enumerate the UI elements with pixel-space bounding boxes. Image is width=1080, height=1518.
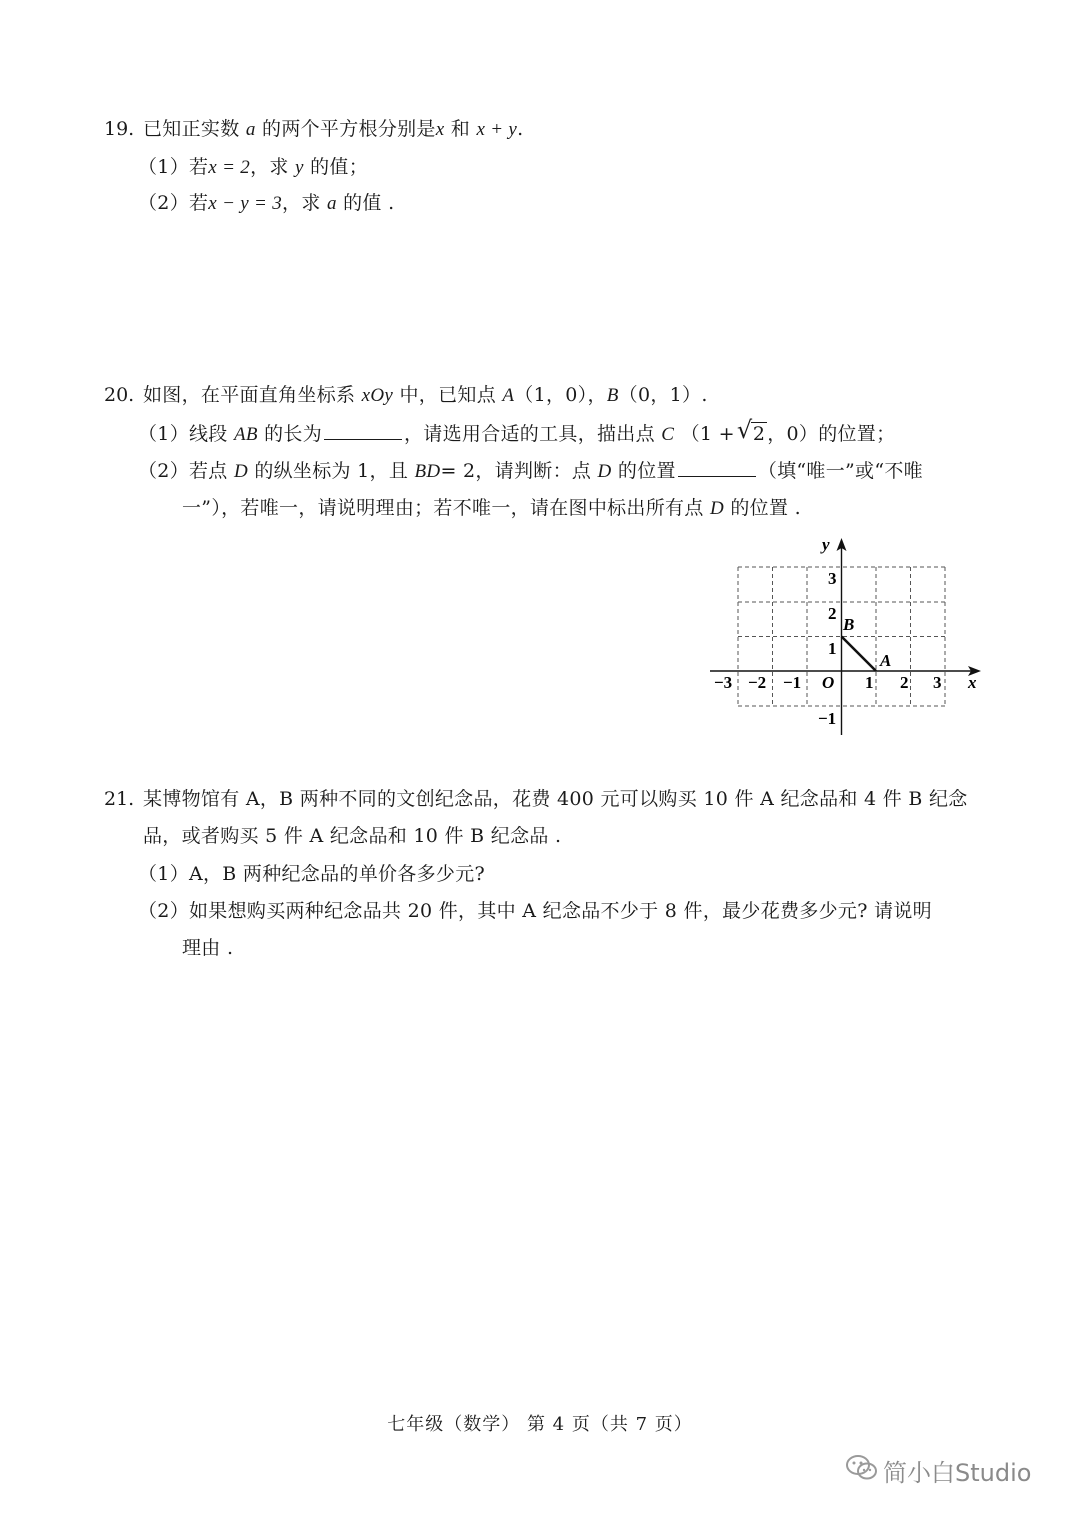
q21-number: 21. [104,788,135,810]
radical-sign: √ [736,416,753,444]
x-tick-3: 3 [933,673,942,692]
point-a-label: A [880,651,892,670]
point-b-label: B [843,615,855,634]
y-tick-2: 2 [828,604,837,623]
q20-part1: （1）线段 AB 的长为 ，请选用合适的工具，描出点 C （1 + √ 2 ，0）的位置； [138,416,896,445]
page-footer: 七年级（数学） 第 4 页（共 7 页） [387,1414,693,1435]
y-axis-label: y [822,535,830,554]
x-tick-1: 1 [865,673,874,692]
x-tick-neg1: −1 [783,673,802,692]
q20-stem: 如图，在平面直角坐标系 xOy 中，已知点 A（1，0），B（0，1）. [143,384,708,406]
y-tick-neg1: −1 [818,709,837,728]
q20-number: 20. [104,384,135,406]
segment-ab [842,637,877,672]
q21-part2-line1: （2）如果想购买两种纪念品共 20 件，其中 A 纪念品不少于 8 件，最少花费多少元? 请说明 [138,900,932,922]
answer-blank-d-unique[interactable] [678,458,756,477]
q21-part2-line2: 理由 . [182,937,234,959]
q20-part2-line1: （2）若点 D 的纵坐标为 1，且 BD= 2，请判断：点 D 的位置 （填“唯一”或“不唯 [138,460,923,482]
x-tick-neg2: −2 [748,673,767,692]
q20-part2-line2: 一”），若唯一，请说明理由；若不唯一，请在图中标出所有点 D 的位置 . [182,497,801,519]
q21-stem-line2: 品，或者购买 5 件 A 纪念品和 10 件 B 纪念品 . [143,825,562,847]
watermark-text: 简小白Studio [883,1459,1032,1487]
answer-blank-ab-length[interactable] [324,421,402,440]
q19-part2: （2）若x − y = 3，求 a 的值 . [138,192,395,214]
x-tick-neg3: −3 [714,673,733,692]
q21-stem-line1: 某博物馆有 A，B 两种不同的文创纪念品，花费 400 元可以购买 10 件 A 纪念品和 4 件 B 纪念 [143,788,968,810]
y-tick-1: 1 [828,639,837,658]
wechat-icon [845,1453,879,1483]
q19-part1: （1）若x = 2，求 y 的值； [138,156,368,178]
sqrt-symbol: √ 2 [736,416,766,445]
coordinate-grid-figure [700,530,990,740]
origin-label: O [822,673,835,692]
q19-number: 19. [104,118,135,140]
x-axis-label: x [968,673,977,692]
q21-part1: （1）A，B 两种纪念品的单价各多少元? [138,863,485,885]
y-tick-3: 3 [828,569,837,588]
x-tick-2: 2 [900,673,909,692]
q19-stem: 已知正实数 a 的两个平方根分别是x 和 x + y. [143,118,524,140]
